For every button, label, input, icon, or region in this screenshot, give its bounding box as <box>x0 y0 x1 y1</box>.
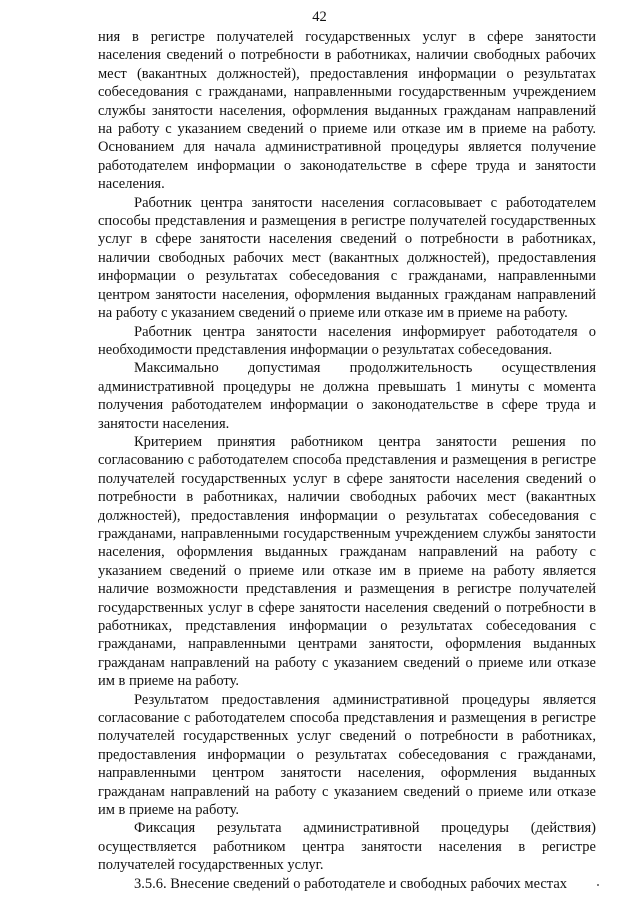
paragraph: Максимально допустимая продолжительность осуществления административной процедуры не должна превышать 1 минуты с момента получения работодателем информации о законодательстве в сфере труда и занятости населения. <box>98 360 596 432</box>
scan-speck <box>597 884 599 886</box>
paragraph: Результатом предоставления административной процедуры является согласование с работодателем способа представления и размещения в регистре получателей государственных услуг сведений о потребности в работниках, предоставления информации о результатах собеседования с гражданами, направленными центром занятости населения, оформления выданных гражданам направлений на работу с указанием сведений о приеме или отказе им в приеме на работу. <box>98 691 596 819</box>
paragraph: Критерием принятия работником центра занятости решения по согласованию с работодателем способа представления и размещения в регистре получателей государственных услуг в сфере занятости населения сведений о потребности в работниках, наличии свободных рабочих мест (вакантных должностей), предоставления информации о результатах собеседования с гражданами, направленными государственным учреждением службы занятости населения, оформления выданных гражданам направлений на работу с указанием сведений о приеме или отказе им в приеме на работу является наличие возможности представления и размещения в регистре получателей государственных услуг в сфере занятости населения сведений о потребности в работниках, представления информации о результатах собеседования с гражданами, направленными центрами занятости, оформления выданных гражданам направлений на работу с указанием сведений о приеме или отказе им в приеме на работу. <box>98 433 596 690</box>
paragraph: Работник центра занятости населения информирует работодателя о необходимости представления информации о результатах собеседования. <box>98 323 596 358</box>
page-body <box>98 28 596 893</box>
page-number: 42 <box>312 9 327 25</box>
paragraph: Работник центра занятости населения согласовывает с работодателем способы представления и размещения в регистре получателей государственных услуг в сфере занятости населения сведений о потребности в работниках, наличии свободных рабочих мест (вакантных должностей), предоставления информации о результатах собеседования с гражданами, направленными центром занятости населения, оформления выданных гражданам направлений на работу с указанием сведений о приеме или отказе им в приеме на работу. <box>98 194 596 322</box>
section-heading-3-5-6: 3.5.6. Внесение сведений о работодателе и свободных рабочих местах <box>134 875 568 892</box>
paragraph: Фиксация результата административной процедуры (действия) осуществляется работником центра занятости населения в регистре получателей государственных услуг. <box>98 820 596 874</box>
paragraph: ния в регистре получателей государственных услуг в сфере занятости населения сведений о потребности в работниках, наличии свободных рабочих мест (вакантных должностей), предоставления информации о результатах собеседования с гражданами, направленными государственным учреждением службы занятости населения, оформления выданных гражданам направлений на работу с указанием сведений о приеме или отказе им в приеме на работу. Основанием для начала административной процедуры является получение работодателем информации о законодательстве в сфере труда и занятости населения. <box>98 29 596 193</box>
